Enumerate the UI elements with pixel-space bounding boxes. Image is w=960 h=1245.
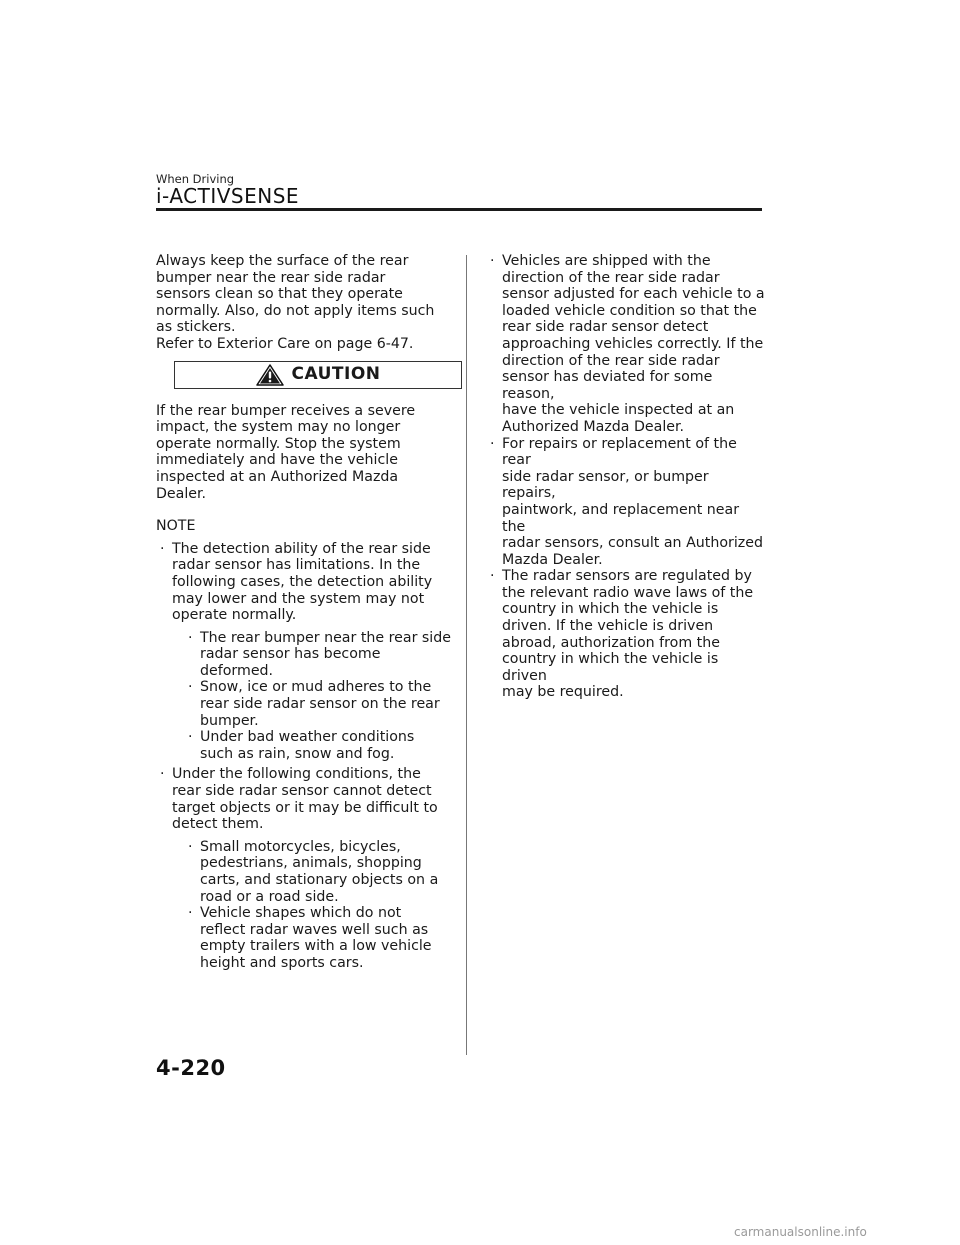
bullet: · <box>160 540 165 557</box>
sub-list-item-text: Under bad weather conditions such as rain, snow and fog. <box>200 729 415 762</box>
sub-list-item <box>172 679 456 729</box>
list-item-text: Under the following conditions, the rear side radar sensor cannot detect target objects or it may be difficult to detect them. <box>172 766 438 833</box>
caution-box <box>174 361 462 389</box>
list-item <box>156 766 456 971</box>
list-item-text: Vehicles are shipped with the direction of the rear side radar sensor adjusted for each vehicle to a loaded vehicle condition so that the rear side radar sensor detect approaching vehicles correctly. If the direction of the rear side radar sensor has deviated for some reason, have the vehicle inspected at an Authorized Mazda Dealer. <box>502 253 765 435</box>
sub-list-item-text: Snow, ice or mud adheres to the rear side radar sensor on the rear bumper. <box>200 679 440 729</box>
sub-list <box>172 630 456 763</box>
list-item <box>486 253 766 436</box>
caution-text: If the rear bumper receives a severe impact, the system may no longer operate normally. Stop the system immediately and have the vehicle inspected at an Authorized Mazda Dealer. <box>156 402 416 502</box>
list-item-text: The detection ability of the rear side radar sensor has limitations. In the following cases, the detection ability may lower and the system may not operate normally. <box>172 540 433 624</box>
list-item-text: The radar sensors are regulated by the relevant radio wave laws of the country in which the vehicle is driven. If the vehicle is driven abroad, authorization from the country in which the vehicle is driven may be required. <box>502 568 754 701</box>
note-list <box>156 541 456 972</box>
section-label: When Driving <box>156 172 235 186</box>
right-column <box>486 253 766 701</box>
watermark: carmanualsonline.info <box>734 1225 867 1239</box>
bullet: · <box>188 905 193 922</box>
sub-list-item <box>172 630 456 680</box>
sub-list-item <box>172 905 456 971</box>
bullet: · <box>490 435 495 452</box>
bullet: · <box>188 629 193 646</box>
sub-list-item-text: The rear bumper near the rear side radar sensor has become deformed. <box>200 629 451 679</box>
column-divider <box>466 255 467 1055</box>
page-title: i-ACTIVSENSE <box>156 184 300 208</box>
bullet: · <box>188 729 193 746</box>
page-number: 4-220 <box>156 1056 226 1080</box>
sub-list-item <box>172 839 456 905</box>
bullet: · <box>160 766 165 783</box>
intro-paragraph: Always keep the surface of the rear bumper near the rear side radar sensors clean so that they operate normally. Also, do not apply items such as stickers. Refer to Exterior Care on page 6-47. <box>156 253 435 352</box>
header-rule <box>156 208 762 211</box>
left-column <box>156 253 456 976</box>
warning-triangle-icon <box>255 363 285 387</box>
list-item <box>486 436 766 569</box>
caution-label: CAUTION <box>291 364 381 385</box>
sub-list-item-text: Small motorcycles, bicycles, pedestrians, animals, shopping carts, and stationary objects on a road or a road side. <box>200 838 439 905</box>
sub-list <box>172 839 456 972</box>
note-list-continued <box>486 253 766 701</box>
list-item-text: For repairs or replacement of the rear side radar sensor, or bumper repairs, paintwork, and replacement near the radar sensors, consult an Authorized Mazda Dealer. <box>502 435 763 568</box>
list-item <box>156 541 456 763</box>
sub-list-item-text: Vehicle shapes which do not reflect radar waves well such as empty trailers with a low vehicle height and sports cars. <box>200 905 432 971</box>
bullet: · <box>188 838 193 855</box>
bullet: · <box>490 568 495 585</box>
bullet: · <box>490 253 495 269</box>
note-label: NOTE <box>156 518 196 535</box>
bullet: · <box>188 679 193 696</box>
list-item <box>486 568 766 701</box>
sub-list-item <box>172 729 456 762</box>
